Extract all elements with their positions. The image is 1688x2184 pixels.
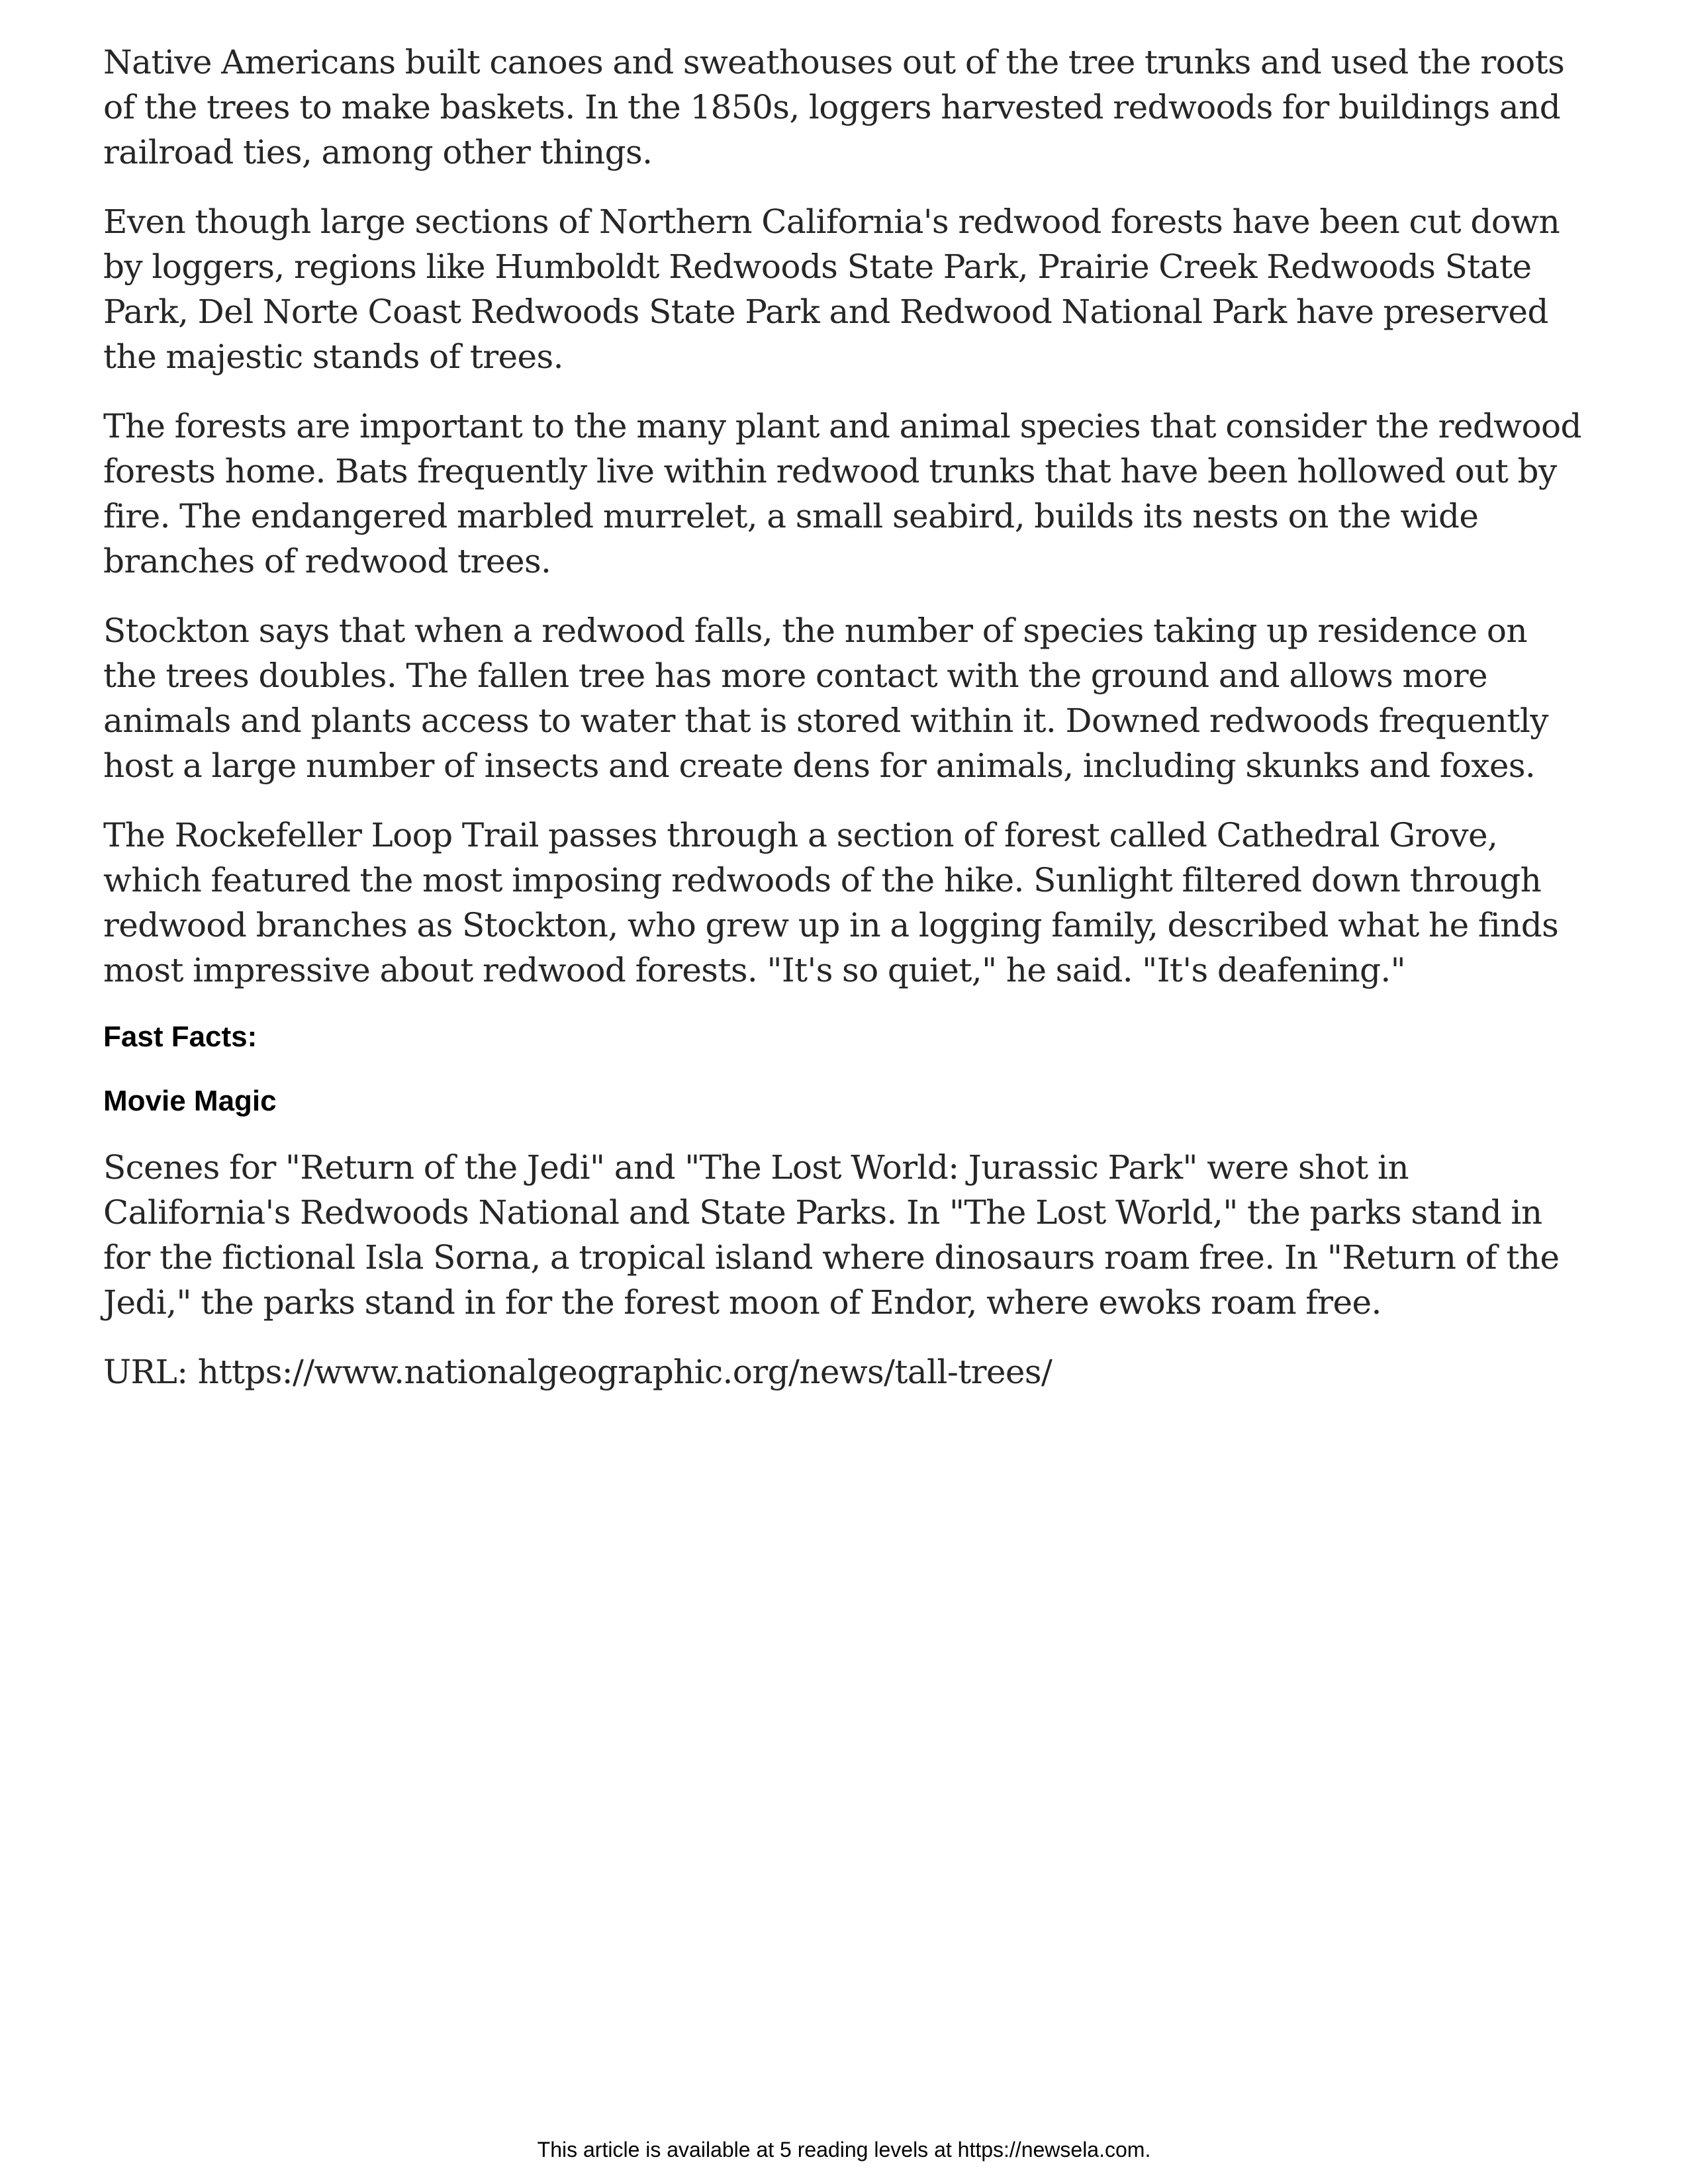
article-body xyxy=(103,40,1586,1394)
paragraph-preserved-parks: Even though large sections of Northern California's redwood forests have been cut down by loggers, regions like Humboldt Redwoods State Park, Prairie Creek Redwoods State Park, Del Norte Coast Redwoods State Park and Redwood National Park have preserved the majestic stands of trees. xyxy=(103,203,1560,376)
fast-facts-heading: Fast Facts: xyxy=(103,1021,258,1053)
source-url: URL: https://www.nationalgeographic.org/news/tall-trees/ xyxy=(103,1353,1053,1391)
paragraph-species-habitat: The forests are important to the many plant and animal species that consider the redwood forests home. Bats frequently live within redwood trunks that have been hollowed out by fire. The endangered marbled murrelet, a small seabird, builds its nests on the wide branches of redwood trees. xyxy=(103,407,1581,580)
paragraph-fallen-redwoods: Stockton says that when a redwood falls, the number of species taking up residence on the trees doubles. The fallen tree has more contact with the ground and allows more animals and plants access to water that is stored within it. Downed redwoods frequently host a large number of insects and create dens for animals, including skunks and foxes. xyxy=(103,612,1548,785)
movie-magic-heading: Movie Magic xyxy=(103,1085,277,1117)
paragraph-movie-magic: Scenes for "Return of the Jedi" and "The Lost World: Jurassic Park" were shot in California's Redwoods National and State Parks. In "The Lost World," the parks stand in for the fictional Isla Sorna, a tropical island where dinosaurs roam free. In "Return of the Jedi," the parks stand in for the forest moon of Endor, where ewoks roam free. xyxy=(103,1148,1560,1322)
paragraph-cathedral-grove: The Rockefeller Loop Trail passes through a section of forest called Cathedral Grove, which featured the most imposing redwoods of the hike. Sunlight filtered down through redwood branches as Stockton, who grew up in a logging family, described what he finds most impressive about redwood forests. "It's so quiet," he said. "It's deafening." xyxy=(103,816,1559,989)
paragraph-native-americans: Native Americans built canoes and sweathouses out of the tree trunks and used the roots of the trees to make baskets. In the 1850s, loggers harvested redwoods for buildings and railroad ties, among other things. xyxy=(103,43,1565,171)
page-footer: This article is available at 5 reading levels at https://newsela.com. xyxy=(537,2138,1151,2161)
